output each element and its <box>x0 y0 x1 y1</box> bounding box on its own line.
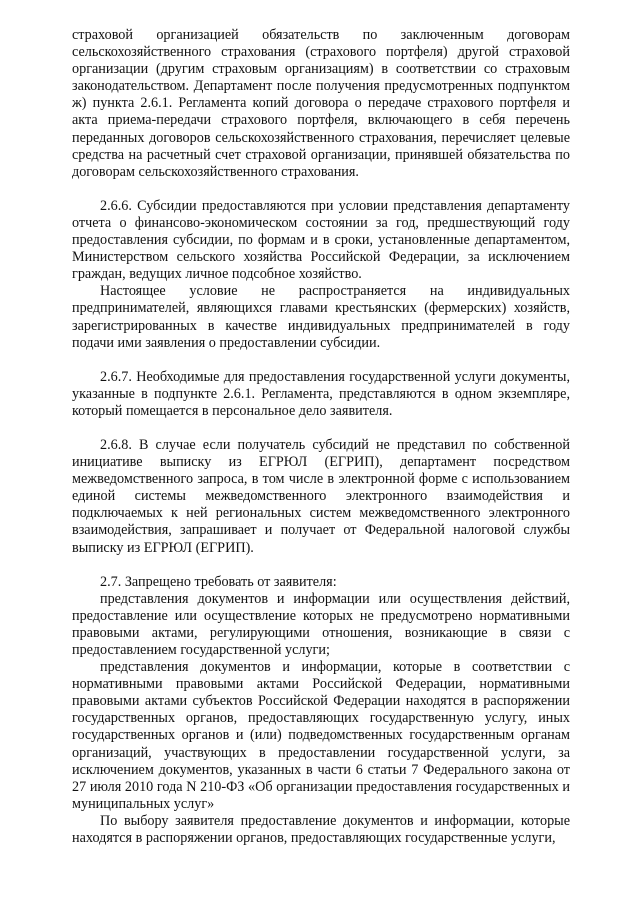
paragraph-insurance-portfolio: страховой организацией обязательств по заключенным договорам сельскохозяйственного страхования (страхового портфеля) другой страховой организации (другим страховым организациям) в соответствии со страховым законодательством. Департамент после получения предусмотренных подпунктом ж) пункта 2.6.1. Регламента копий договора о передаче страхового портфеля и акта приема-передачи страхового портфеля, включающего в себя перечень переданных договоров сельскохозяйственного страхования, перечисляет целевые средства на расчетный счет страховой организации, принявшей обязательства по договорам сельскохозяйственного страхования. <box>72 27 570 180</box>
paragraph-prohibition-1: представления документов и информации или осуществления действий, предоставление или осуществление которых не предусмотрено нормативными правовыми актами, регулирующими отношения, возникающие в связи с предоставлением государственной услуги; <box>72 590 570 658</box>
paragraph-prohibition-2: представления документов и информации, которые в соответствии с нормативными правовыми актами Российской Федерации, нормативными правовыми актами субъектов Российской Федерации находятся в распоряжении государственных органов, предоставляющих государственную услугу, иных государственных органов и (или) подведомственных государственным органам организаций, участвующих в предоставлении государственной услуги, за исключением документов, указанных в части 6 статьи 7 Федерального закона от 27 июля 2010 года N 210-ФЗ «Об организации предоставления государственных и муниципальных услуг» <box>72 659 570 812</box>
paragraph-applicant-choice: По выбору заявителя предоставление документов и информации, которые находятся в распоряжении органов, предоставляющих государственные услуги, <box>72 812 570 847</box>
paragraph-2-6-7: 2.6.7. Необходимые для предоставления государственной услуги документы, указанные в подпункте 2.6.1. Регламента, представляются в одном экземпляре, который помещается в персональное дело заявителя. <box>72 368 570 419</box>
paragraph-2-7-heading: 2.7. Запрещено требовать от заявителя: <box>100 573 337 590</box>
paragraph-2-6-8: 2.6.8. В случае если получатель субсидий не представил по собственной инициативе выписку из ЕГРЮЛ (ЕГРИП), департамент посредством межведомственного запроса, в том числе в электронной форме с использованием единой системы межведомственного электронного взаимодействия и подключаемых к ней региональных систем межведомственного электронного взаимодействия, запрашивает и получает от Федеральной налоговой службы выписку из ЕГРЮЛ (ЕГРИП). <box>72 436 570 556</box>
paragraph-2-6-6: 2.6.6. Субсидии предоставляются при условии представления департаменту отчета о финансово-экономическом состоянии за год, предшествующий году предоставления субсидии, по формам и в сроки, установленные департаментом, Министерством сельского хозяйства Российской Федерации, за исключением граждан, ведущих личное подсобное хозяйство. <box>72 197 570 283</box>
paragraph-condition-exception: Настоящее условие не распространяется на индивидуальных предпринимателей, являющихся главами крестьянских (фермерских) хозяйств, зарегистрированных в качестве индивидуальных предпринимателей в году подачи ими заявления о предоставлении субсидии. <box>72 283 570 351</box>
